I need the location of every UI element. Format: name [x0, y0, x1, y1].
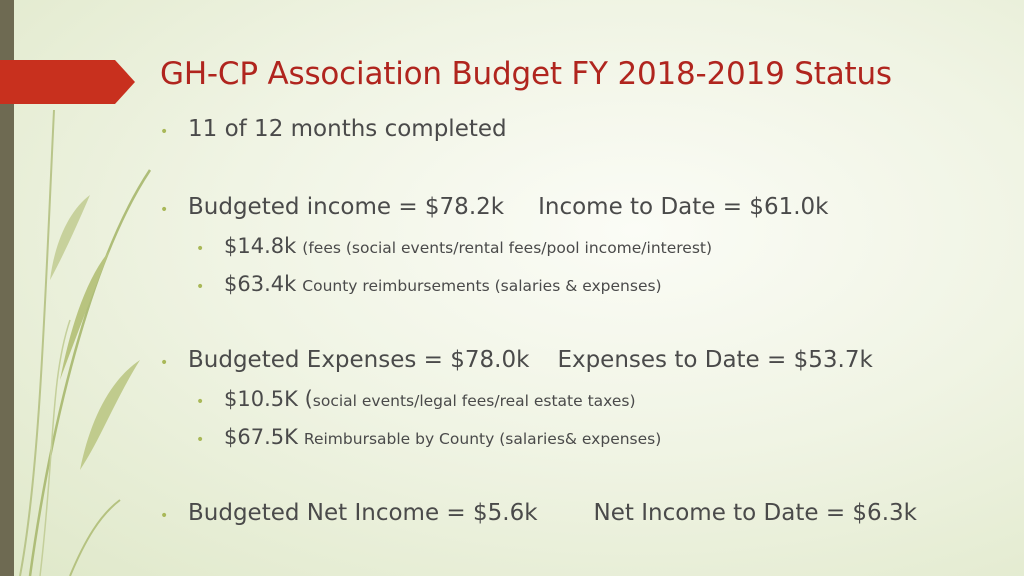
page-title: GH-CP Association Budget FY 2018-2019 Status — [160, 56, 892, 92]
bullet-dot-icon: • — [196, 241, 205, 257]
income-item — [196, 272, 662, 296]
budgeted-income-text: Budgeted income = $78.2k — [188, 194, 505, 220]
income-item-amount: $63.4k — [224, 272, 297, 296]
bullet-income — [160, 194, 828, 220]
income-item-amount: $14.8k — [224, 234, 297, 258]
income-item — [196, 234, 712, 258]
expense-item-amount: $67.5K — [224, 425, 298, 449]
bullet-net-income — [160, 500, 917, 526]
budgeted-expenses-text: Budgeted Expenses = $78.0k — [188, 347, 530, 373]
bullet-dot-icon: • — [196, 279, 205, 295]
expense-item — [196, 425, 661, 449]
title-accent-arrow — [0, 60, 140, 104]
income-item-desc: County reimbursements (salaries & expenses) — [302, 277, 662, 295]
budgeted-net-income-text: Budgeted Net Income = $5.6k — [188, 500, 538, 526]
expenses-to-date-text: Expenses to Date = $53.7k — [557, 347, 873, 373]
bullet-months — [160, 116, 507, 142]
income-item-desc: (fees (social events/rental fees/pool income/interest) — [302, 239, 713, 257]
bullet-expenses — [160, 347, 873, 373]
months-text: 11 of 12 months completed — [188, 116, 507, 142]
bullet-dot-icon: • — [160, 202, 169, 218]
expense-item — [196, 387, 636, 411]
bullet-dot-icon: • — [160, 508, 169, 524]
expense-item-desc: Reimbursable by County (salaries& expenses) — [303, 430, 662, 448]
bullet-dot-icon: • — [160, 355, 169, 371]
bullet-dot-icon: • — [160, 124, 169, 140]
income-to-date-text: Income to Date = $61.0k — [538, 194, 829, 220]
bullet-dot-icon: • — [196, 432, 205, 448]
net-income-to-date-text: Net Income to Date = $6.3k — [593, 500, 917, 526]
expense-item-desc: social events/legal fees/real estate taxes) — [312, 392, 636, 410]
bullet-dot-icon: • — [196, 394, 205, 410]
expense-item-amount: $10.5K ( — [224, 387, 313, 411]
